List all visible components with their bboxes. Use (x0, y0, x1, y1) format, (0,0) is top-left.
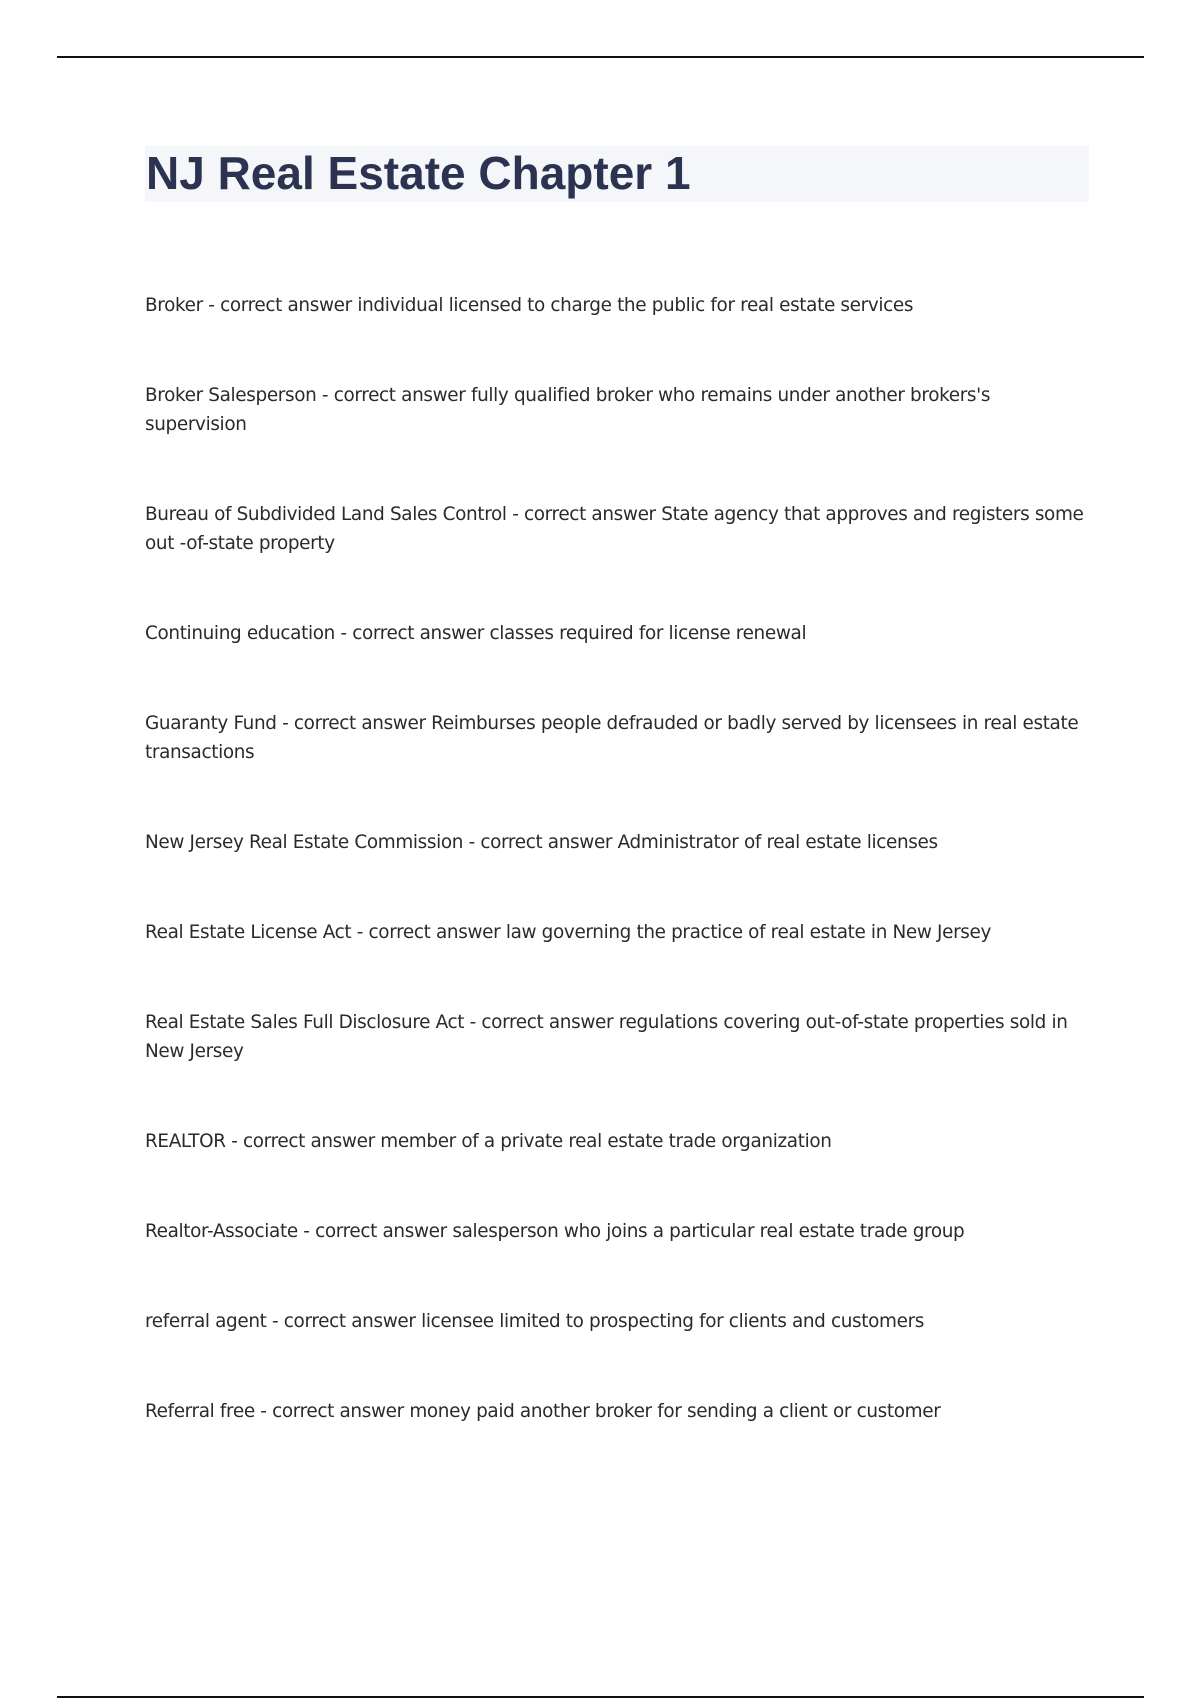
entry-separator: - correct answer (276, 713, 432, 734)
entry-answer: licensee limited to prospecting for clients and customers (421, 1311, 925, 1332)
flashcard-entry (145, 1008, 1085, 1066)
flashcard-entry (145, 709, 1085, 767)
entry-term: REALTOR (145, 1131, 226, 1152)
entry-term: Continuing education (145, 623, 335, 644)
top-rule (57, 56, 1144, 58)
flashcard-entry (145, 381, 1085, 439)
flashcard-entry (145, 500, 1085, 558)
entry-term: Referral free (145, 1401, 255, 1422)
entry-answer: Administrator of real estate licenses (617, 832, 938, 853)
entry-term: referral agent (145, 1311, 267, 1332)
entry-term: Broker Salesperson (145, 385, 317, 406)
flashcard-entry (145, 1397, 1085, 1426)
entry-separator: - correct answer (464, 1012, 619, 1033)
entry-answer: law governing the practice of real estate in New Jersey (505, 922, 992, 943)
entry-separator: - correct answer (316, 385, 471, 406)
entry-separator: - correct answer (254, 1401, 410, 1422)
entry-answer: fully qualified broker who remains under another brokers's supervision (145, 385, 991, 435)
flashcard-entry (145, 619, 1085, 648)
flashcard-entry (145, 1127, 1085, 1156)
entry-term: New Jersey Real Estate Commission (145, 832, 464, 853)
entry-answer: salesperson who joins a particular real estate trade group (452, 1221, 965, 1242)
entry-term: Broker (145, 295, 203, 316)
entry-answer: member of a private real estate trade organization (380, 1131, 832, 1152)
entry-separator: - correct answer (266, 1311, 422, 1332)
entry-answer: Reimburses people defrauded or badly served by licensees in real estate transactions (145, 713, 1079, 763)
entry-answer: classes required for license renewal (489, 623, 807, 644)
document-title: NJ Real Estate Chapter 1 (146, 147, 691, 199)
flashcard-entry (145, 828, 1085, 857)
entry-separator: - correct answer (506, 504, 662, 525)
bottom-rule (57, 1696, 1144, 1698)
entry-separator: - correct answer (351, 922, 506, 943)
entry-separator: - correct answer (334, 623, 490, 644)
flashcard-entry (145, 1217, 1085, 1246)
entry-term: Real Estate Sales Full Disclosure Act (145, 1012, 465, 1033)
entry-separator: - correct answer (225, 1131, 381, 1152)
entry-answer: regulations covering out-of-state properties sold in New Jersey (145, 1012, 1068, 1062)
entry-term: Real Estate License Act (145, 922, 352, 943)
entry-separator: - correct answer (202, 295, 358, 316)
flashcard-entry (145, 1307, 1085, 1336)
entry-answer: money paid another broker for sending a client or customer (409, 1401, 941, 1422)
flashcard-list (145, 291, 1085, 1487)
entry-separator: - correct answer (297, 1221, 453, 1242)
entry-term: Realtor-Associate (145, 1221, 298, 1242)
entry-term: Guaranty Fund (145, 713, 277, 734)
flashcard-entry (145, 291, 1085, 320)
flashcard-entry (145, 918, 1085, 947)
entry-separator: - correct answer (463, 832, 618, 853)
entry-answer: individual licensed to charge the public for real estate services (357, 295, 914, 316)
entry-answer: State agency that approves and registers some out -of-state property (145, 504, 1084, 554)
entry-term: Bureau of Subdivided Land Sales Control (145, 504, 507, 525)
